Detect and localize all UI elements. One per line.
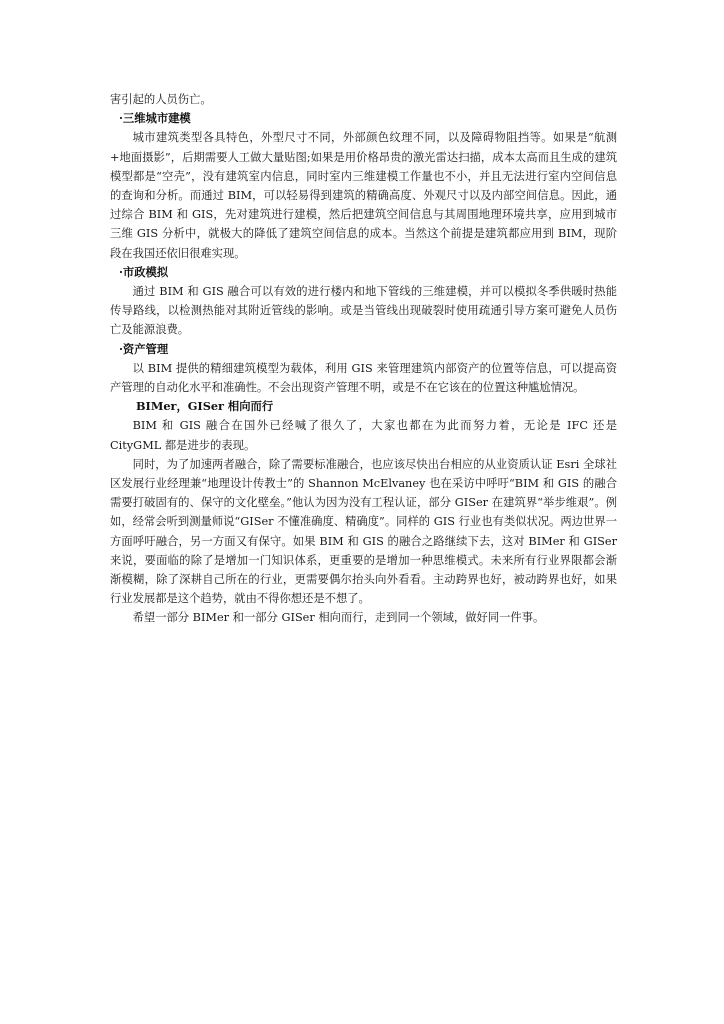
paragraph-municipal-simulation: 通过 BIM 和 GIS 融合可以有效的进行楼内和地下管线的三维建模，并可以模拟冬季供暖时热能传导路线，以检测热能对其附近管线的影响。或是当管线出现破裂时使用疏通引导方案可避免人员伤亡及能源浪费。 — [110, 285, 617, 337]
heading-asset-management: ·资产管理 — [119, 341, 169, 356]
paragraph-asset-management: 以 BIM 提供的精细建筑模型为载体，利用 GIS 来管理建筑内部资产的位置等信息，可以提高资产管理的自动化水平和准确性。不会出现资产管理不明，或是不在它该在的位置这种尴尬情况。 — [110, 361, 617, 395]
paragraph-bim-gis-fusion: BIM 和 GIS 融合在国外已经喊了很久了，大家也都在为此而努力着，无论是 IFC 还是 CityGML 都是进步的表现。 — [110, 419, 617, 452]
document-page — [110, 90, 617, 628]
paragraph-closing-wish: 希望一部分 BIMer 和一部分 GISer 相向而行，走到同一个领域，做好同一件事。 — [132, 611, 545, 625]
intro-tail-text: 害引起的人员伤亡。 — [110, 93, 212, 106]
heading-municipal-simulation: ·市政模拟 — [119, 264, 169, 279]
paragraph-certification-culture: 同时，为了加速两者融合，除了需要标准融合，也应该尽快出台相应的从业资质认证 Esri 全球社区发展行业经理兼“地理设计传教士”的 Shannon McElvaney 也在采访中呼吁“BIM 和 GIS 的融合需要打破固有的、保守的文化壁垒。”他认为因为没有工程认证，部分 GISer 在建筑界“举步维艰”。例如，经常会听到测量师说“GISer 不懂准确度、精确度”。同样的 GIS 行业也有类似状况。两边世界一方面呼吁融合，另一方面又有保守。如果 BIM 和 GIS 的融合之路继续下去，这对 BIMer 和 GISer 来说，要面临的除了是增加一门知识体系，更重要的是增加一种思维模式。未来所有行业界限都会渐渐模糊，除了深耕自己所在的行业，更需要偶尔抬头向外看看。主动跨界也好，被动跨界也好，如果行业发展都是这个趋势，就由不得你想还是不想了。 — [110, 457, 617, 606]
paragraph-3d-city-modeling: 城市建筑类型各具特色，外型尺寸不同，外部颜色纹理不同，以及障碍物阻挡等。如果是“航测+地面摄影”，后期需要人工做大量贴图;如果是用价格昂贵的激光雷达扫描，成本太高而且生成的建筑模型都是“空壳”，没有建筑室内信息，同时室内三维建模工作量也不小，并且无法进行室内空间信息的查询和分析。而通过 BIM，可以轻易得到建筑的精确高度、外观尺寸以及内部空间信息。因此，通过综合 BIM 和 GIS，先对建筑进行建模，然后把建筑空间信息与其周围地理环境共享，应用到城市三维 GIS 分析中，就极大的降低了建筑空间信息的成本。当然这个前提是建筑都应用到 BIM，现阶段在我国还依旧很难实现。 — [110, 131, 617, 260]
heading-bimer-giser: BIMer，GISer 相向而行 — [136, 399, 274, 414]
heading-3d-city-modeling: ·三维城市建模 — [119, 111, 191, 126]
